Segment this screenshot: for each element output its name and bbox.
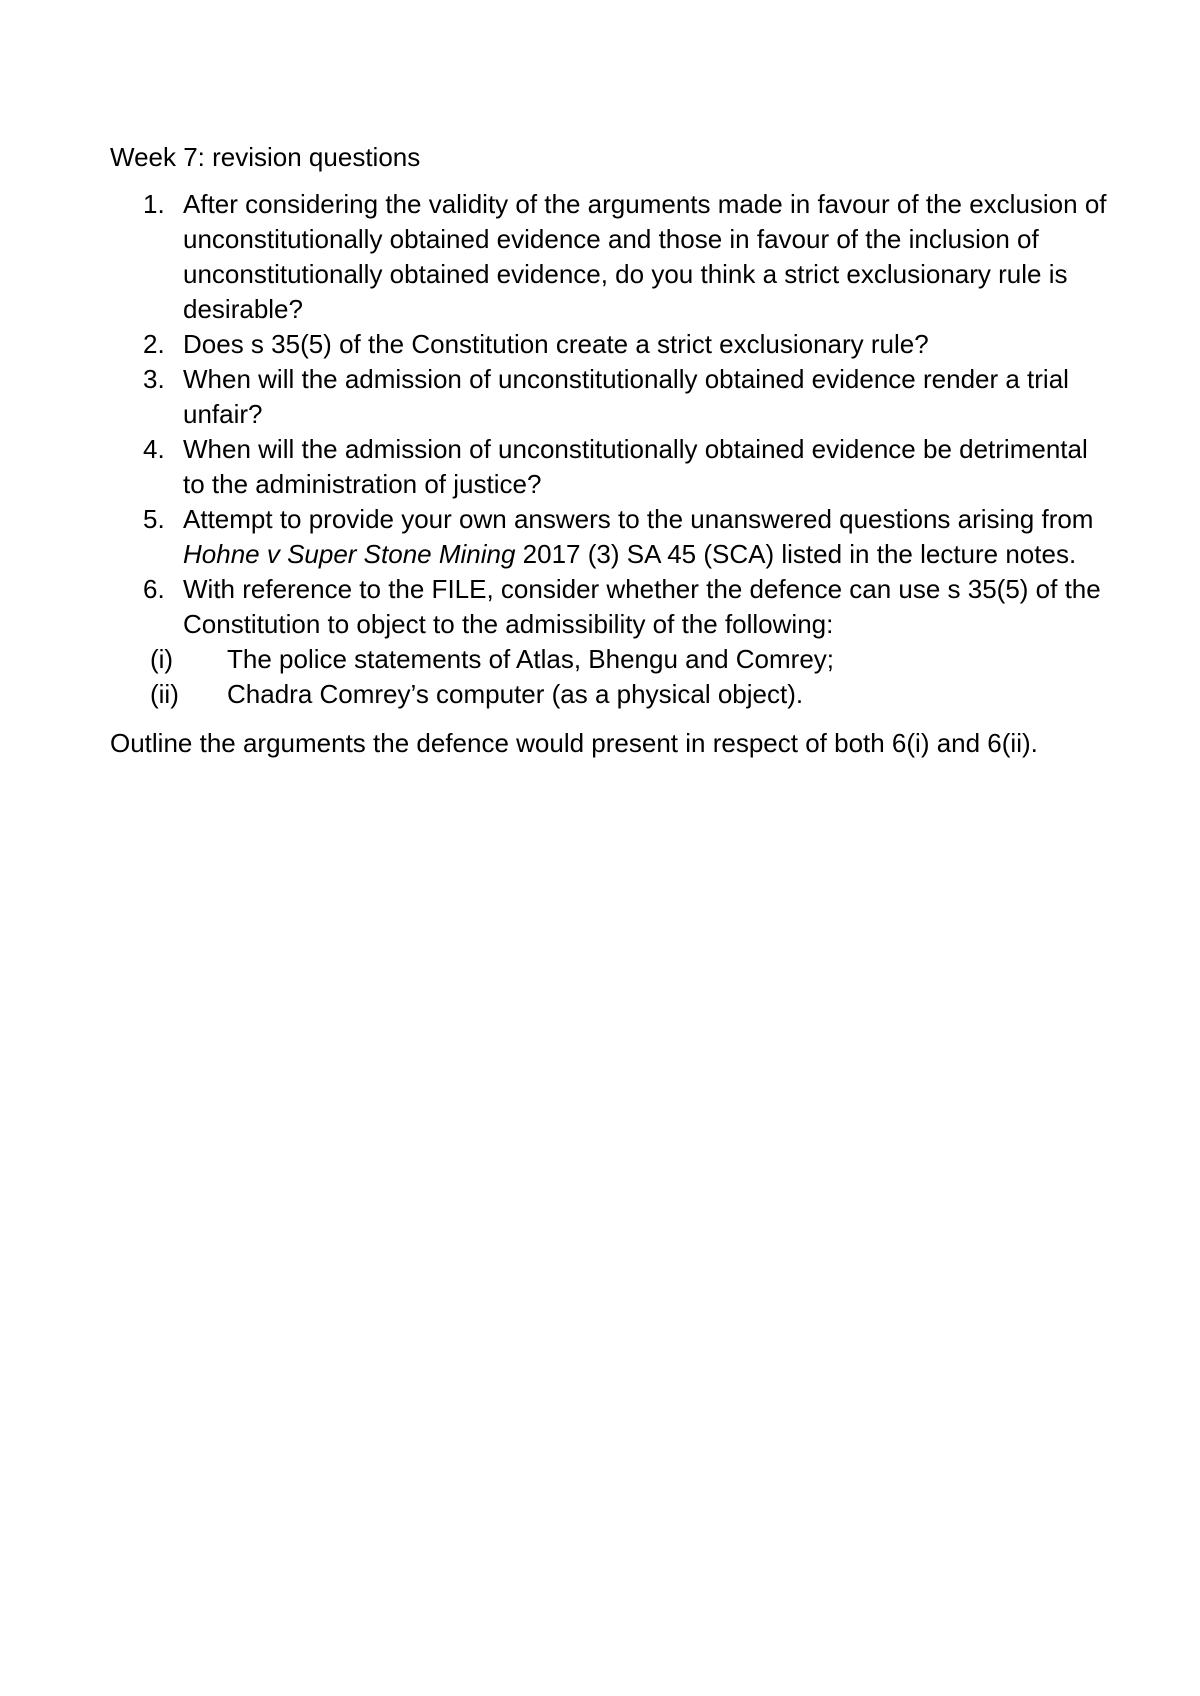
question-text: With reference to the FILE, consider whether the defence can use s 35(5) of the Constitution to object to the admissibility of the following: bbox=[183, 574, 1101, 639]
question-number: 3. bbox=[143, 364, 165, 394]
sub-item-text: Chadra Comrey’s computer (as a physical object). bbox=[227, 679, 804, 709]
question-number: 2. bbox=[143, 329, 165, 359]
sub-item-number: (ii) bbox=[150, 679, 179, 709]
question-item-6 bbox=[110, 572, 1110, 642]
case-name: Hohne v Super Stone Mining bbox=[183, 539, 516, 569]
sub-item-number: (i) bbox=[150, 644, 174, 674]
question-text: When will the admission of unconstitutionally obtained evidence render a trial unfair? bbox=[183, 364, 1069, 429]
sub-item-ii bbox=[110, 677, 1110, 712]
closing-instruction: Outline the arguments the defence would present in respect of both 6(i) and 6(ii). bbox=[110, 728, 1038, 758]
sub-item-i bbox=[110, 642, 1110, 677]
question-item-3 bbox=[110, 362, 1110, 432]
question-item-5 bbox=[110, 502, 1110, 572]
question-item-2 bbox=[110, 327, 1110, 362]
question-list bbox=[110, 187, 1110, 642]
sub-item-text: The police statements of Atlas, Bhengu and Comrey; bbox=[227, 644, 835, 674]
question-text: After considering the validity of the arguments made in favour of the exclusion of unconstitutionally obtained evidence and those in favour of the inclusion of unconstitutionally obtained evidence, do you think a strict exclusionary rule is desirable? bbox=[183, 189, 1107, 324]
question-number: 4. bbox=[143, 434, 165, 464]
question-text: When will the admission of unconstitutionally obtained evidence be detrimental to the administration of justice? bbox=[183, 434, 1088, 499]
document-page bbox=[110, 140, 1110, 761]
sub-item-list bbox=[110, 642, 1110, 712]
question-number: 6. bbox=[143, 574, 165, 604]
question-number: 1. bbox=[143, 189, 165, 219]
question-text-before: Attempt to provide your own answers to the unanswered questions arising from bbox=[183, 504, 1094, 534]
question-item-1 bbox=[110, 187, 1110, 327]
question-text-after: 2017 (3) SA 45 (SCA) listed in the lecture notes. bbox=[515, 539, 1077, 569]
question-text: Does s 35(5) of the Constitution create a strict exclusionary rule? bbox=[183, 329, 929, 359]
question-number: 5. bbox=[143, 504, 165, 534]
question-item-4 bbox=[110, 432, 1110, 502]
document-title: Week 7: revision questions bbox=[110, 142, 421, 172]
